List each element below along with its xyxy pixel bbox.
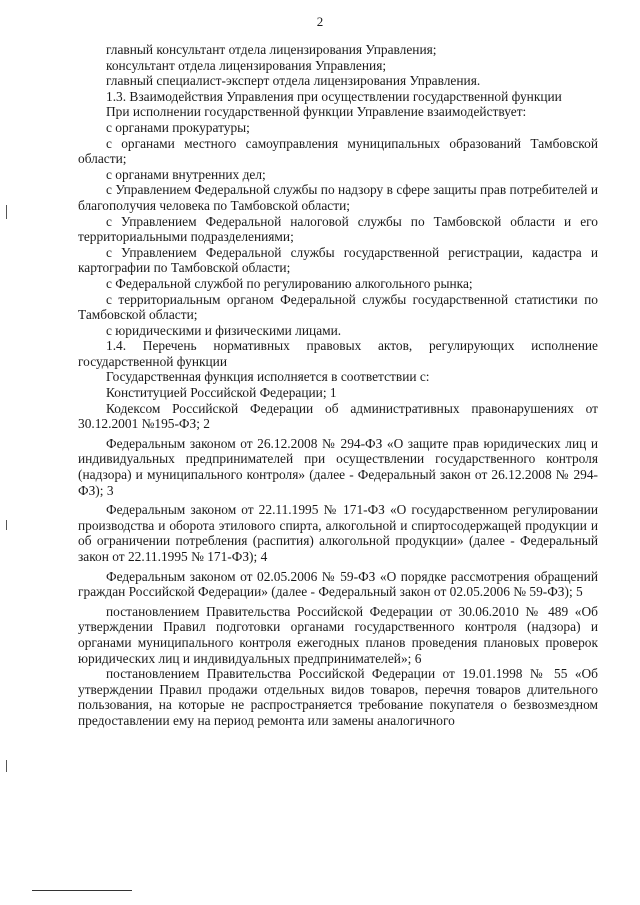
list-item: с Управлением Федеральной службы государственной регистрации, кадастра и картографии по Тамбовской области; <box>78 244 598 276</box>
list-item: с территориальным органом Федеральной службы государственной статистики по Тамбовской области; <box>78 291 598 323</box>
paragraph: При исполнении государственной функции Управление взаимодействует: <box>106 104 527 120</box>
legal-act-item: Кодексом Российской Федерации об административных правонарушениях от 30.12.2001 №195-ФЗ; 2 <box>78 400 598 432</box>
paragraph: главный специалист-эксперт отдела лицензирования Управления. <box>106 73 481 89</box>
list-item: с Федеральной службой по регулированию алкогольного рынка; <box>106 275 473 291</box>
scan-edge-mark <box>6 205 7 219</box>
list-item: с Управлением Федеральной службы по надзору в сфере защиты прав потребителей и благополучия человека по Тамбовской области; <box>78 182 598 213</box>
paragraph: консультант отдела лицензирования Управления; <box>106 57 387 73</box>
legal-act-item: Федеральным законом от 26.12.2008 № 294-ФЗ «О защите прав юридических лиц и индивидуальных предпринимателей при осуществлении государственного контроля (надзора) и муниципального контроля» (далее - Федеральный закон от 26.12.2008 № 294-ФЗ); 3 <box>78 435 598 498</box>
legal-act-item: постановлением Правительства Российской Федерации от 30.06.2010 № 489 «Об утверждении Правил подготовки органами государственного контроля (надзора) и органами муниципального контроля ежегодных планов проведения плановых проверок юридических лиц и индивидуальных предпринимателей»; 6 <box>78 603 598 666</box>
section-heading: 1.4. Перечень нормативных правовых актов, регулирующих исполнение государственной функции <box>78 338 598 369</box>
list-item: с органами прокуратуры; <box>106 119 250 135</box>
section-heading: 1.3. Взаимодействия Управления при осуществлении государственной функции <box>106 88 562 104</box>
paragraph: Государственная функция исполняется в соответствии с: <box>106 369 430 385</box>
page-number: 2 <box>316 14 324 29</box>
legal-act-item: Федеральным законом от 02.05.2006 № 59-ФЗ «О порядке рассмотрения обращений граждан Российской Федерации» (далее - Федеральный закон от 02.05.2006 № 59-ФЗ); 5 <box>78 568 598 600</box>
list-item: с органами местного самоуправления муниципальных образований Тамбовской области; <box>78 135 598 167</box>
legal-act-item: Конституцией Российской Федерации; 1 <box>106 385 337 401</box>
legal-act-item: постановлением Правительства Российской Федерации от 19.01.1998 № 55 «Об утверждении Правил продажи отдельных видов товаров, перечня товаров длительного пользования, на которые не распространяется требование покупателя о безвозмездном предоставлении ему на период ремонта или замены аналогичного <box>78 666 598 728</box>
legal-act-item: Федеральным законом от 22.11.1995 № 171-ФЗ «О государственном регулировании производства и оборота этилового спирта, алкогольной и спиртосодержащей продукции и об ограничении потребления (распития) алкогольной продукции» (далее - Федеральный закон от 22.11.1995 № 171-ФЗ); 4 <box>78 502 598 564</box>
footnote-separator <box>32 890 132 891</box>
document-body <box>78 42 598 729</box>
list-item: с органами внутренних дел; <box>106 166 266 182</box>
scan-edge-mark <box>6 760 7 772</box>
list-item: с юридическими и физическими лицами. <box>106 322 342 338</box>
scan-edge-mark <box>6 520 7 530</box>
list-item: с Управлением Федеральной налоговой службы по Тамбовской области и его территориальными подразделениями; <box>78 213 598 245</box>
paragraph: главный консультант отдела лицензирования Управления; <box>106 42 437 57</box>
